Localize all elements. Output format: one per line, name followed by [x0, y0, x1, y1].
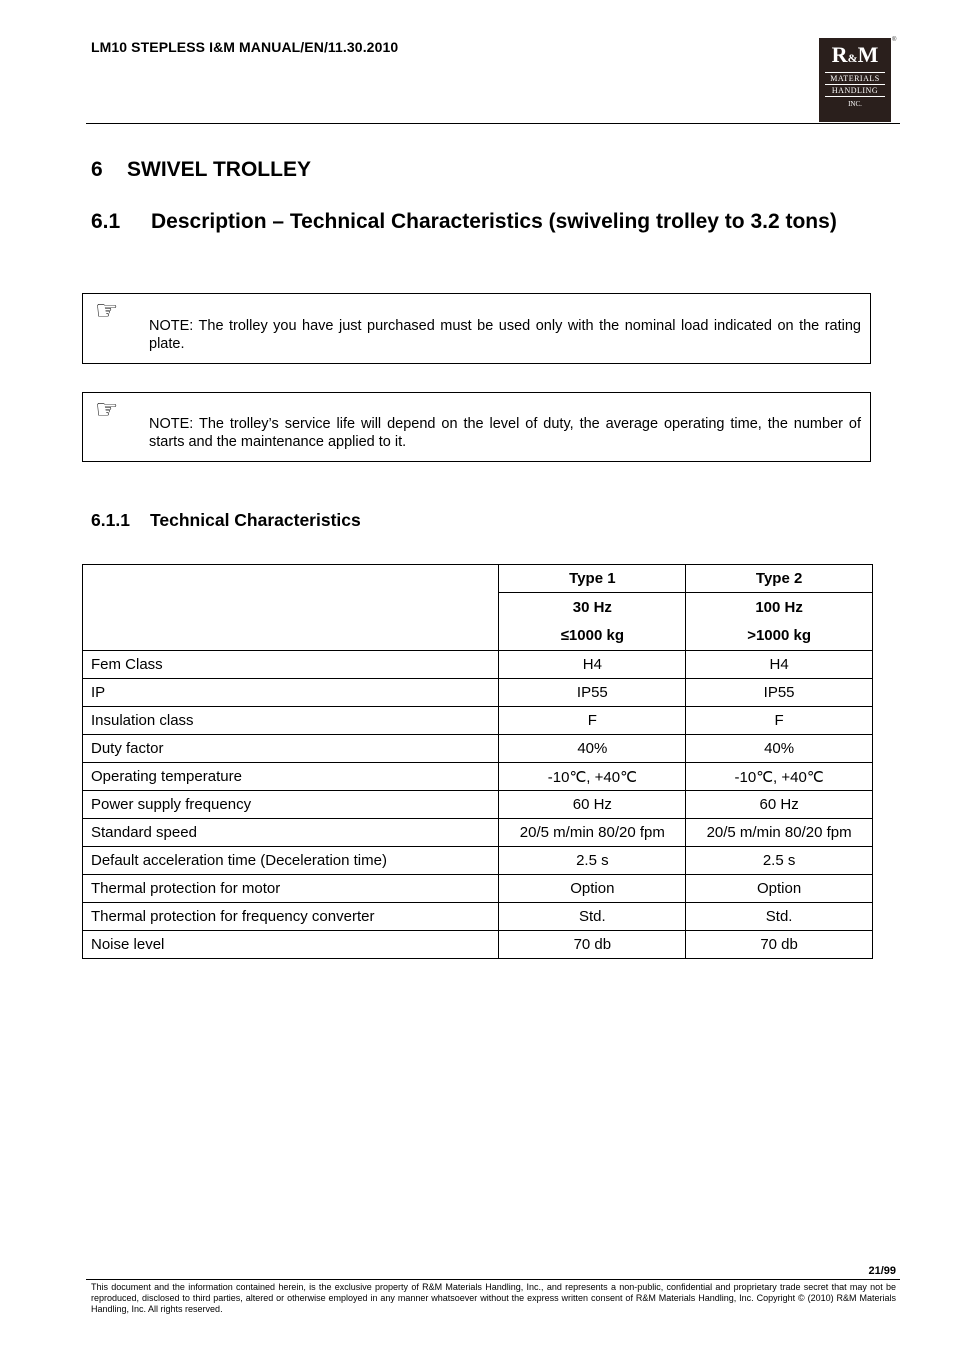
row-label-cell: Thermal protection for frequency converter [83, 903, 499, 931]
note-text: NOTE: The trolley’s service life will depend on the level of duty, the average operating time, the number of starts and the maintenance applied to it. [149, 416, 861, 450]
table-row [83, 819, 873, 847]
table-row [83, 791, 873, 819]
row-label-cell: Fem Class [83, 651, 499, 679]
type-2-value-cell: H4 [686, 651, 873, 679]
subsubsection-heading [91, 510, 361, 531]
table-row [83, 735, 873, 763]
subsection-heading [91, 209, 851, 235]
type-2-value-cell: 40% [686, 735, 873, 763]
type-1-value-cell: -10℃, +40℃ [499, 763, 686, 791]
type-1-value-cell: IP55 [499, 679, 686, 707]
header-divider [86, 123, 900, 124]
subsection-title: Description – Technical Characteristics (swiveling trolley to 3.2 tons) [151, 210, 837, 233]
type-1-value-cell: F [499, 707, 686, 735]
section-heading [91, 158, 311, 182]
note-box-service-life [82, 392, 871, 462]
type-2-value-cell: 70 db [686, 931, 873, 959]
logo-brand: R&M [831, 42, 879, 67]
type-1-value-cell: 60 Hz [499, 791, 686, 819]
type-2-load: >1000 kg [747, 626, 812, 644]
type-2-value-cell: -10℃, +40℃ [686, 763, 873, 791]
type-1-load: ≤1000 kg [560, 626, 624, 644]
type-2-value-cell: 60 Hz [686, 791, 873, 819]
type-2-value-cell: IP55 [686, 679, 873, 707]
subsubsection-title: Technical Characteristics [150, 510, 361, 530]
column-header-type-1: Type 1 [499, 565, 686, 593]
row-label-cell: Noise level [83, 931, 499, 959]
table-row [83, 651, 873, 679]
type-2-value-cell: Option [686, 875, 873, 903]
type-2-value-cell: 2.5 s [686, 847, 873, 875]
row-label-cell: Power supply frequency [83, 791, 499, 819]
type-1-frequency: 30 Hz [572, 598, 612, 616]
column-header-type-2: Type 2 [686, 565, 873, 593]
logo-line-materials: MATERIALS [825, 72, 885, 85]
row-label-cell: Insulation class [83, 707, 499, 735]
subsection-number: 6.1 [91, 210, 121, 233]
table-header-row [83, 565, 873, 593]
type-1-value-cell: Std. [499, 903, 686, 931]
row-label-cell: Thermal protection for motor [83, 875, 499, 903]
note-text: NOTE: The trolley you have just purchased must be used only with the nominal load indicated on the rating plate. [149, 318, 861, 352]
column-subheader-type-2 [686, 593, 873, 651]
type-1-value-cell: 70 db [499, 931, 686, 959]
type-2-frequency: 100 Hz [755, 598, 803, 616]
subsubsection-number: 6.1.1 [91, 510, 130, 530]
logo-line-handling: HANDLING [825, 85, 885, 97]
type-1-value-cell: 40% [499, 735, 686, 763]
column-subheader-type-1 [499, 593, 686, 651]
row-label-cell: Operating temperature [83, 763, 499, 791]
pointing-hand-icon: ☞ [95, 296, 119, 326]
type-1-value-cell: Option [499, 875, 686, 903]
note-box-nominal-load [82, 293, 871, 364]
logo-line-inc: INC. [848, 100, 862, 108]
type-2-value-cell: Std. [686, 903, 873, 931]
table-row [83, 763, 873, 791]
section-number: 6 [91, 158, 103, 181]
table-row [83, 875, 873, 903]
table-row [83, 903, 873, 931]
rm-materials-handling-logo [819, 38, 891, 122]
type-1-value-cell: 20/5 m/min 80/20 fpm [499, 819, 686, 847]
technical-characteristics-table [82, 564, 873, 959]
row-label-cell: Default acceleration time (Deceleration time) [83, 847, 499, 875]
confidentiality-notice: This document and the information contained herein, is the exclusive property of R&M Materials Handling, Inc., and represents a non-public, confidential and proprietary trade secret that may not be reproduced, disclosed to third parties, altered or otherwise employed in any manner whatsoever without the express written consent of R&M Materials Handling, Inc. Copyright © (2010) R&M Materials Handling, Inc. All rights reserved. [91, 1282, 896, 1314]
registered-mark: ® [892, 37, 897, 43]
table-row [83, 679, 873, 707]
pointing-hand-icon: ☞ [95, 395, 119, 425]
row-label-cell: IP [83, 679, 499, 707]
table-row [83, 931, 873, 959]
table-corner-cell [83, 565, 499, 651]
table-row [83, 707, 873, 735]
section-title: SWIVEL TROLLEY [127, 158, 311, 181]
table-row [83, 847, 873, 875]
row-label-cell: Standard speed [83, 819, 499, 847]
footer-divider [86, 1279, 900, 1280]
row-label-cell: Duty factor [83, 735, 499, 763]
type-2-value-cell: 20/5 m/min 80/20 fpm [686, 819, 873, 847]
page-number: 21/99 [868, 1265, 896, 1277]
document-header-title: LM10 STEPLESS I&M MANUAL/EN/11.30.2010 [91, 39, 399, 55]
type-2-value-cell: F [686, 707, 873, 735]
type-1-value-cell: 2.5 s [499, 847, 686, 875]
type-1-value-cell: H4 [499, 651, 686, 679]
